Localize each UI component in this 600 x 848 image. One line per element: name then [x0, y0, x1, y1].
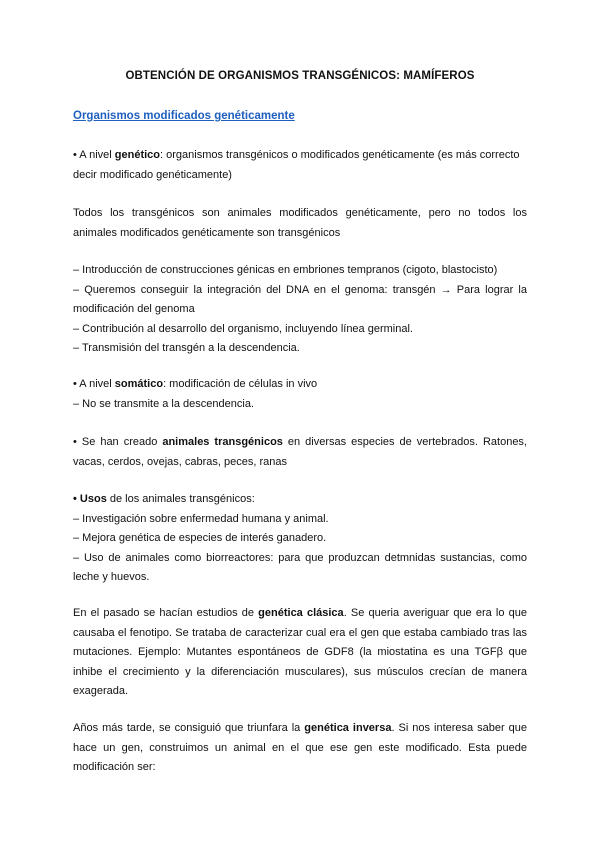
classic-prefix: En el pasado se hacían estudios de: [73, 607, 259, 619]
list-item: – Queremos conseguir la integración del DNA en el genoma: transgén → Para lograr la modificación del genoma: [73, 283, 527, 315]
list-item: – Investigación sobre enfermedad humana y animal.: [73, 512, 329, 525]
list-item: – Transmisión del transgén a la descendencia.: [73, 342, 300, 354]
section-subtitle: Organismos modificados genéticamente: [73, 110, 295, 122]
all-transgenic-text: Todos los transgénicos son animales modificados genéticamente, pero no todos los animales modificados genéticamente son transgénicos: [73, 207, 527, 239]
paragraph-classic-genetics: [73, 604, 527, 702]
uses-bold: • Usos: [73, 493, 107, 505]
list-item: – Mejora genética de especies de interés ganadero.: [73, 532, 327, 544]
paragraph-somatic-level: [73, 375, 527, 414]
page-title: OBTENCIÓN DE ORGANISMOS TRANSGÉNICOS: MAMÍFEROS: [125, 70, 475, 82]
paragraph-reverse-genetics: [73, 719, 527, 778]
genetic-prefix: • A nivel: [73, 149, 115, 161]
reverse-bold: genética inversa: [304, 722, 392, 734]
uses-rest: de los animales transgénicos:: [106, 493, 255, 505]
steps-list: [73, 261, 527, 359]
genetic-bold: genético: [114, 149, 160, 161]
reverse-prefix: Años más tarde, se consiguió que triunfara la: [73, 722, 305, 734]
paragraph-genetic-level: [73, 146, 527, 185]
classic-bold: genética clásica: [258, 607, 344, 619]
created-rest: en diversas especies de vertebrados. Ratones, vacas, cerdos, ovejas, cabras, peces, ranas: [73, 436, 527, 468]
somatic-prefix: • A nivel: [73, 378, 115, 390]
created-prefix: • Se han creado: [73, 436, 163, 448]
uses-list: [73, 490, 527, 588]
somatic-rest: : modificación de células in vivo: [163, 378, 318, 390]
somatic-bold: somático: [114, 378, 164, 390]
genetic-rest: : organismos transgénicos o modificados genéticamente (es más correcto decir modificado genéticamente): [73, 149, 520, 181]
paragraph-all-transgenic: [73, 204, 527, 243]
created-bold: animales transgénicos: [162, 436, 283, 448]
classic-rest: . Se queria averiguar que era lo que causaba el fenotipo. Se trataba de caracterizar cual era el gen que estaba cambiado tras las mutaciones. Ejemplo: Mutantes espontáneos de GDF8 (la miostatina es una TGFβ que inhibe el crecimiento y la diferenciación musculares), sus músculos crecían de manera exagerada.: [73, 607, 528, 697]
paragraph-created-species: [73, 433, 527, 472]
reverse-rest: . Si nos interesa saber que hace un gen, construimos un animal en el que ese gen este modificado. Esta puede modificación ser:: [73, 722, 527, 773]
list-item: – Uso de animales como biorreactores: para que produzcan detmnidas sustancias, como leche y huevos.: [73, 551, 527, 583]
list-item: – Introducción de construcciones génicas en embriones tempranos (cigoto, blastocisto): [73, 264, 498, 276]
somatic-line2: – No se transmite a la descendencia.: [73, 397, 254, 410]
list-item: – Contribución al desarrollo del organismo, incluyendo línea germinal.: [73, 322, 413, 335]
